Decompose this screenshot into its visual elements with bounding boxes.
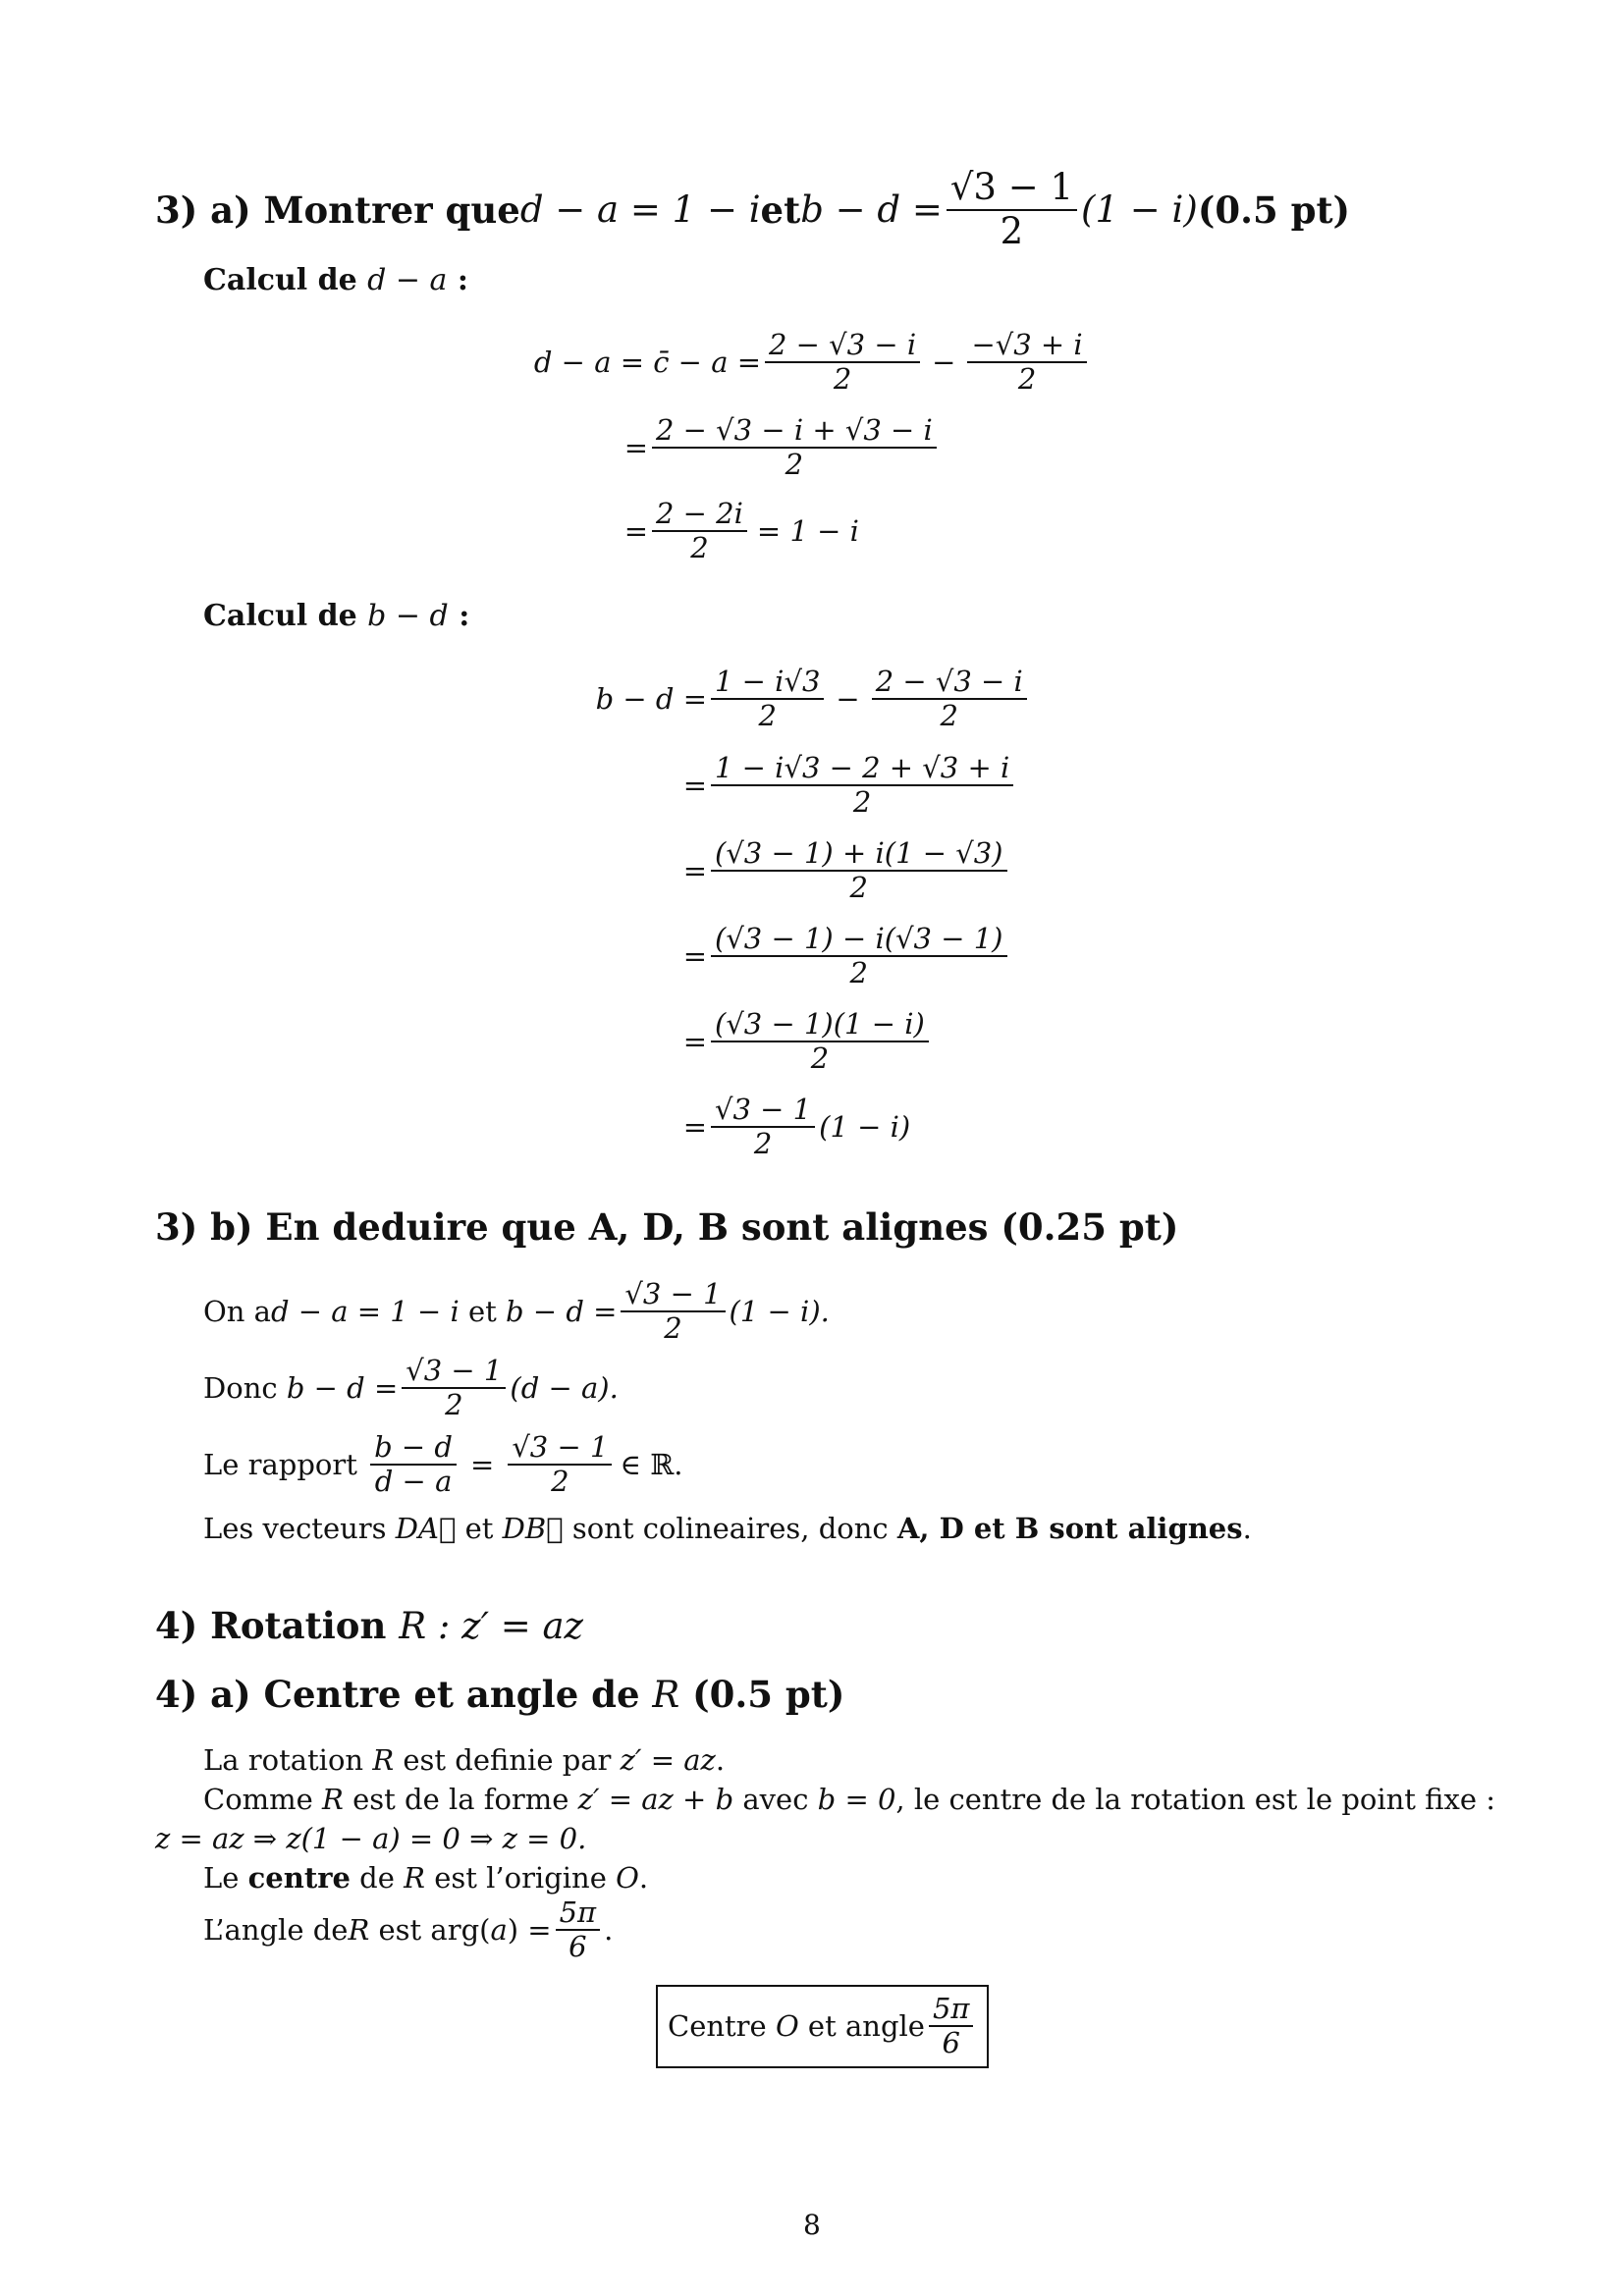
heading-3a-points: (0.5 pt) — [1197, 187, 1351, 232]
calc2-line-5-lhs: = — [682, 1025, 707, 1059]
s3b-line-3 — [203, 1431, 682, 1499]
heading-3a-eq1: d − a = 1 − i — [519, 188, 761, 232]
calc1-label-text: Calcul de — [203, 263, 368, 297]
calc2-line-6-frac — [711, 1094, 815, 1161]
calc2-line-5 — [550, 1008, 933, 1076]
result-box-b: O — [775, 2009, 799, 2044]
heading-4a-c: (0.5 pt) — [679, 1673, 845, 1716]
calc2-line-6-lhs: = — [682, 1110, 707, 1145]
heading-3b: 3) b) En deduire que A, D, B sont alignes (0.25 pt) — [155, 1205, 1179, 1249]
calc2-line-1-frac — [711, 666, 824, 733]
s4a-line-2 — [203, 1783, 1495, 1816]
s4a-line-5-b: R — [348, 1913, 370, 1948]
s3b-line-1-tail: (1 − i). — [729, 1295, 830, 1329]
s4a-line-2-a: Comme — [203, 1783, 323, 1816]
s4a-line-2-g: , le centre de la rotation est le point fixe : — [895, 1783, 1496, 1816]
calc2-line-1-lhs: b − d = — [595, 682, 707, 717]
calc1-line-1 — [530, 329, 1091, 397]
s4a-line-2-b: R — [322, 1783, 344, 1816]
s4a-line-4-a: Le — [203, 1861, 248, 1895]
calc2-line-1 — [550, 666, 1031, 733]
calc2-line-1-frac2 — [872, 666, 1027, 733]
page-number: 8 — [803, 2209, 821, 2241]
s4a-line-4-c: de — [350, 1861, 405, 1895]
calc2-line-6 — [550, 1094, 910, 1161]
calc1-line-1-num: 2 − √3 − i — [765, 329, 920, 363]
s3b-line-1-d: b − d = — [506, 1295, 618, 1329]
s4a-line-5-d: a — [490, 1913, 508, 1948]
s4a-line-2-c: est de la forme — [343, 1783, 578, 1816]
s3b-line-3-frac2 — [508, 1431, 612, 1499]
s3b-line-1-a: On a — [203, 1295, 271, 1329]
calc2-line-3-frac — [711, 837, 1007, 905]
calc1-label-expr: d − a — [367, 263, 448, 297]
calc2-line-1-num2: 2 − √3 − i — [872, 666, 1027, 700]
calc1-line-2-lhs: = — [623, 431, 648, 465]
calc1-line-3-tail: = 1 − i — [756, 514, 859, 549]
calc2-line-3-den: 2 — [849, 871, 868, 905]
calc1-line-1-lhs: d − a = c̄ − a = — [533, 346, 761, 380]
s3b-line-3-a: Le rapport — [203, 1448, 367, 1482]
s4a-line-5-a: L’angle de — [203, 1913, 349, 1948]
heading-4-b: R : z′ = az — [399, 1605, 584, 1647]
heading-4a-b: R — [652, 1674, 680, 1716]
calc2-line-4-frac — [711, 923, 1007, 990]
calc1-label — [203, 263, 468, 297]
s4a-line-4 — [203, 1861, 648, 1895]
s4a-line-4-d: R — [404, 1861, 425, 1895]
calc1-line-3-lhs: = — [623, 514, 648, 549]
s3b-line-4-end: . — [1242, 1512, 1252, 1545]
calc2-line-3-lhs: = — [682, 854, 707, 888]
s3b-line-2-a: Donc — [203, 1371, 287, 1406]
calc2-line-2-den: 2 — [852, 785, 872, 820]
s4a-line-5-frac — [556, 1896, 601, 1964]
s3b-line-1-frac — [621, 1278, 725, 1346]
calc1-line-1-frac — [765, 329, 920, 397]
s3b-line-1-b: d − a = 1 − i — [270, 1295, 460, 1329]
s3b-line-2-num: √3 − 1 — [402, 1355, 506, 1389]
calc2-label-colon: : — [448, 599, 470, 633]
calc2-line-4 — [550, 923, 1011, 990]
result-box-num: 5π — [929, 1993, 974, 2027]
calc2-line-6-den: 2 — [753, 1127, 773, 1161]
heading-3a — [155, 167, 1350, 252]
calc1-line-3-num: 2 − 2i — [652, 498, 747, 532]
calc1-line-2-num: 2 − √3 − i + √3 − i — [652, 414, 937, 449]
s3b-line-2-frac — [402, 1355, 506, 1422]
calc2-line-1-num: 1 − i√3 — [711, 666, 824, 700]
s3b-line-2-b: b − d = — [286, 1371, 399, 1406]
s3b-line-3-num2: √3 − 1 — [508, 1431, 612, 1466]
calc1-line-1-frac2 — [967, 329, 1086, 397]
s4a-line-1-c: est definie par — [394, 1743, 621, 1777]
calc2-line-3-num: (√3 − 1) + i(1 − √3) — [711, 837, 1007, 872]
s3b-line-1-num: √3 − 1 — [621, 1278, 725, 1312]
s3b-line-3-eq: = — [470, 1448, 495, 1482]
s3b-line-1-c: et — [459, 1295, 507, 1329]
calc2-line-1-op: − — [836, 682, 860, 717]
s4a-line-4-f: O — [616, 1861, 639, 1895]
calc2-line-2-lhs: = — [682, 769, 707, 803]
calc2-line-2-frac — [711, 752, 1013, 820]
s4a-line-2-e: avec — [733, 1783, 818, 1816]
calc1-line-1-num2: −√3 + i — [967, 329, 1086, 363]
heading-3a-frac-num: √3 − 1 — [947, 167, 1077, 211]
s3b-line-4-a: Les vecteurs — [203, 1512, 396, 1545]
s3b-line-3-den2: 2 — [551, 1465, 569, 1499]
s3b-line-4-vector-db: DB⃗ — [502, 1512, 564, 1545]
calc2-line-3 — [550, 837, 1011, 905]
heading-3a-frac-den: 2 — [1000, 209, 1024, 252]
s3b-line-3-num1: b − d — [370, 1431, 457, 1466]
calc2-line-4-den: 2 — [849, 956, 868, 990]
calc2-line-2-num: 1 − i√3 − 2 + √3 + i — [711, 752, 1013, 786]
s4a-line-5-tail: . — [604, 1913, 614, 1948]
s4a-line-3: z = az ⇒ z(1 − a) = 0 ⇒ z = 0. — [155, 1822, 587, 1855]
calc2-line-6-tail: (1 − i) — [819, 1110, 911, 1145]
s4a-line-1-d: z′ = az — [620, 1743, 716, 1777]
s3b-line-3-frac1 — [370, 1431, 457, 1499]
s4a-line-5-den: 6 — [568, 1930, 587, 1964]
calc2-line-6-num: √3 − 1 — [711, 1094, 815, 1128]
s3b-line-2 — [203, 1355, 619, 1422]
s3b-line-3-tail: ∈ ℝ. — [620, 1448, 683, 1482]
s3b-line-4 — [203, 1512, 1252, 1545]
heading-4a-a: 4) a) Centre et angle de — [155, 1673, 653, 1716]
s3b-line-3-den1: d − a — [374, 1465, 453, 1499]
calc1-line-2 — [530, 414, 941, 482]
s4a-line-5-c: est arg( — [369, 1913, 491, 1948]
s4a-line-4-g: . — [638, 1861, 649, 1895]
s3b-line-4-et: et — [456, 1512, 503, 1545]
s4a-line-4-e: est l’origine — [424, 1861, 617, 1895]
calc1-line-2-den: 2 — [785, 448, 804, 482]
calc2-line-5-frac — [711, 1008, 929, 1076]
s4a-line-1-a: La rotation — [203, 1743, 373, 1777]
calc1-line-2-frac — [652, 414, 937, 482]
heading-3a-et: et — [760, 187, 801, 232]
calc2-line-5-den: 2 — [810, 1041, 830, 1076]
s4a-line-5-e: ) = — [507, 1913, 552, 1948]
heading-3a-eq2-tail: (1 − i) — [1081, 188, 1198, 232]
heading-4a — [155, 1673, 844, 1716]
s3b-line-4-bold: A, D et B sont alignes — [896, 1512, 1243, 1545]
calc1-line-3-frac — [652, 498, 747, 565]
calc1-line-1-den2: 2 — [1017, 362, 1037, 397]
calc2-line-5-num: (√3 − 1)(1 − i) — [711, 1008, 929, 1042]
calc1-line-3-den: 2 — [690, 531, 709, 565]
heading-3a-eq2-lhs: b − d = — [800, 188, 943, 232]
result-box-a: Centre — [668, 2009, 776, 2044]
calc1-line-3 — [530, 498, 859, 565]
calc1-label-colon: : — [447, 263, 468, 297]
calc2-label-text: Calcul de — [203, 599, 368, 633]
s4a-line-2-d: z′ = az + b — [577, 1783, 734, 1816]
s4a-line-1 — [203, 1743, 725, 1777]
calc2-line-1-den2: 2 — [940, 699, 958, 733]
calc1-line-1-den: 2 — [833, 362, 852, 397]
heading-3a-fraction — [947, 167, 1077, 252]
s4a-line-2-f: b = 0 — [817, 1783, 896, 1816]
calc2-line-4-lhs: = — [682, 939, 707, 974]
s4a-line-5-num: 5π — [556, 1896, 601, 1931]
s4a-line-1-b: R — [372, 1743, 395, 1777]
calc2-label-expr: b − d — [367, 599, 449, 633]
heading-4-a: 4) Rotation — [155, 1604, 400, 1647]
calc2-line-1-den: 2 — [758, 699, 777, 733]
s4a-line-4-b: centre — [247, 1861, 351, 1895]
s3b-line-2-den: 2 — [445, 1388, 463, 1422]
calc2-line-4-num: (√3 − 1) − i(√3 − 1) — [711, 923, 1007, 957]
s4a-line-5 — [203, 1896, 613, 1964]
heading-4 — [155, 1604, 583, 1647]
heading-3a-prefix: 3) a) Montrer que — [155, 187, 520, 232]
s3b-line-4-b: sont colineaires, donc — [563, 1512, 897, 1545]
s3b-line-4-vector-da: DA⃗ — [395, 1512, 457, 1545]
calc1-line-1-op: − — [932, 346, 956, 380]
result-box-c: et angle — [798, 2009, 925, 2044]
s3b-line-1-den: 2 — [664, 1311, 682, 1346]
s4a-line-1-e: . — [715, 1743, 726, 1777]
result-box — [656, 1985, 989, 2068]
s3b-line-1 — [203, 1278, 830, 1346]
result-box-frac — [929, 1993, 974, 2060]
calc2-line-2 — [550, 752, 1017, 820]
calc2-label — [203, 599, 469, 633]
result-box-den: 6 — [942, 2026, 960, 2060]
s3b-line-2-tail: (d − a). — [510, 1371, 619, 1406]
